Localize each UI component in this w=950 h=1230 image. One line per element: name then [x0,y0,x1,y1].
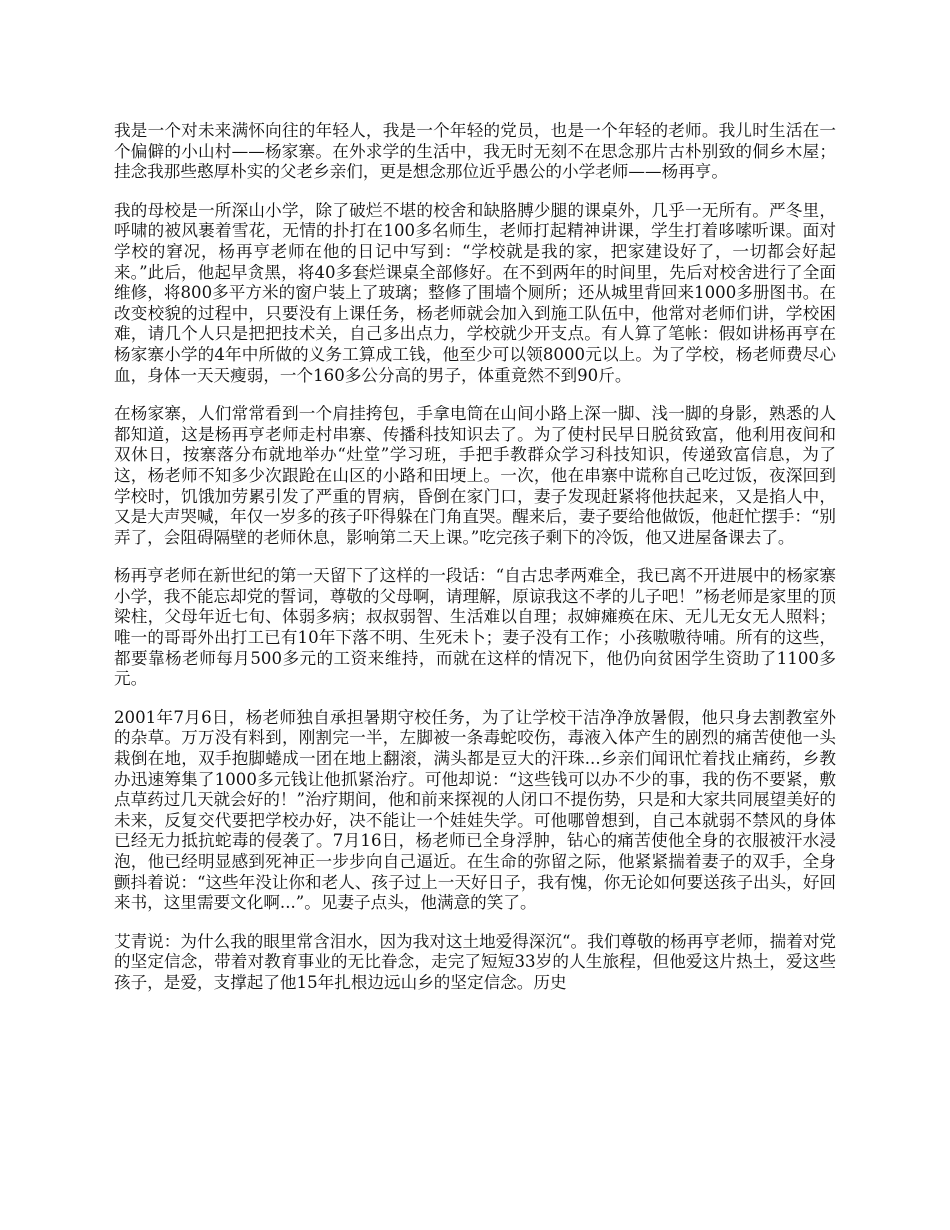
paragraph-6: 艾青说：为什么我的眼里常含泪水，因为我对这土地爱得深沉“。我们尊敬的杨再亨老师，揣着对党的坚定信念，带着对教育事业的无比眷念，走完了短短33岁的人生旅程，但他爱这片热土，爱这些孩子，是爱，支撑起了他15年扎根边远山乡的坚定信念。历史 [114,931,837,992]
paragraph-2: 我的母校是一所深山小学，除了破烂不堪的校舍和缺胳膊少腿的课桌外，几乎一无所有。严冬里，呼啸的被风裹着雪花，无情的扑打在100多名师生，老师打起精神讲课，学生打着哆嗦听课。面对学校的窘况，杨再亨老师在他的日记中写到：“学校就是我的家，把家建设好了，一切都会好起来。”此后，他起早贪黑，将40多套烂课桌全部修好。在不到两年的时间里，先后对校舍进行了全面维修，将800多平方米的窗户装上了玻璃；整修了围墙个厕所；还从城里背回来1000多册图书。在改变校貌的过程中，只要没有上课任务，杨老师就会加入到施工队伍中，他常对老师们讲，学校困难，请几个人只是把把技术关，自己多出点力，学校就少开支点。有人算了笔帐：假如讲杨再亨在杨家寨小学的4年中所做的义务工算成工钱，他至少可以领8000元以上。为了学校，杨老师费尽心血，身体一天天瘦弱，一个160多公分高的男子，体重竟然不到90斤。 [114,200,836,385]
paragraph-1: 我是一个对未来满怀向往的年轻人，我是一个年轻的党员，也是一个年轻的老师。我儿时生活在一个偏僻的小山村——杨家寨。在外求学的生活中，我无时无刻不在思念那片古朴别致的侗乡木屋；挂念我那些憨厚朴实的父老乡亲们，更是想念那位近乎愚公的小学老师——杨再亨。 [114,121,836,182]
paragraph-4: 杨再亨老师在新世纪的第一天留下了这样的一段话：“自古忠孝两难全，我已离不开进展中的杨家寨小学，我不能忘却党的誓词，尊敬的父母啊，请理解，原谅我这不孝的儿子吧！”杨老师是家里的顶梁柱，父母年近七旬、体弱多病；叔叔弱智、生活难以自理；叔婶瘫痪在床、无儿无女无人照料；唯一的哥哥外出打工已有10年下落不明、生死未卜；妻子没有工作；小孩嗷嗷待哺。所有的这些，都要靠杨老师每月500多元的工资来维持，而就在这样的情况下，他仍向贫困学生资助了1100多元。 [114,566,837,689]
document-body [114,121,836,1012]
paragraph-3: 在杨家寨，人们常常看到一个肩挂挎包，手拿电筒在山间小路上深一脚、浅一脚的身影，熟悉的人都知道，这是杨再亨老师走村串寨、传播科技知识去了。为了使村民早日脱贫致富，他利用夜间和双休日，按寨落分布就地举办“灶堂”学习班，手把手教群众学习科技知识，传递致富信息，为了这，杨老师不知多少次跟跄在山区的小路和田埂上。一次，他在串寨中谎称自己吃过饭，夜深回到学校时，饥饿加劳累引发了严重的胃病，昏倒在家门口，妻子发现赶紧将他扶起来，又是掐人中，又是大声哭喊，年仅一岁多的孩子吓得躲在门角直哭。醒来后，妻子要给他做饭，他赶忙摆手：“别弄了，会阻碍隔壁的老师休息，影响第二天上课。”吃完孩子剩下的冷饭，他又进屋备课去了。 [114,404,837,547]
paragraph-5: 2001年7月6日，杨老师独自承担暑期守校任务，为了让学校干洁净净放暑假，他只身去割教室外的杂草。万万没有料到，刚割完一半，左脚被一条毒蛇咬伤，毒液入体产生的剧烈的痛苦使他一头栽倒在地，双手抱脚蜷成一团在地上翻滚，满头都是豆大的汗珠...乡亲们闻讯忙着找止痛药，乡教办迅速筹集了1000多元钱让他抓紧治疗。可他却说：“这些钱可以办不少的事，我的伤不要紧，敷点草药过几天就会好的！”治疗期间，他和前来探视的人闭口不提伤势，只是和大家共同展望美好的未来，反复交代要把学校办好，决不能让一个娃娃失学。可他哪曾想到，自己本就弱不禁风的身体已经无力抵抗蛇毒的侵袭了。7月16日，杨老师已全身浮肿，钻心的痛苦使他全身的衣服被汗水浸泡，他已经明显感到死神正一步步向自己逼近。在生命的弥留之际，他紧紧揣着妻子的双手，全身颤抖着说：“这些年没让你和老人、孩子过上一天好日子，我有愧，你无论如何要送孩子出头，好回来书，这里需要文化啊...”。见妻子点头，他满意的笑了。 [114,707,837,913]
